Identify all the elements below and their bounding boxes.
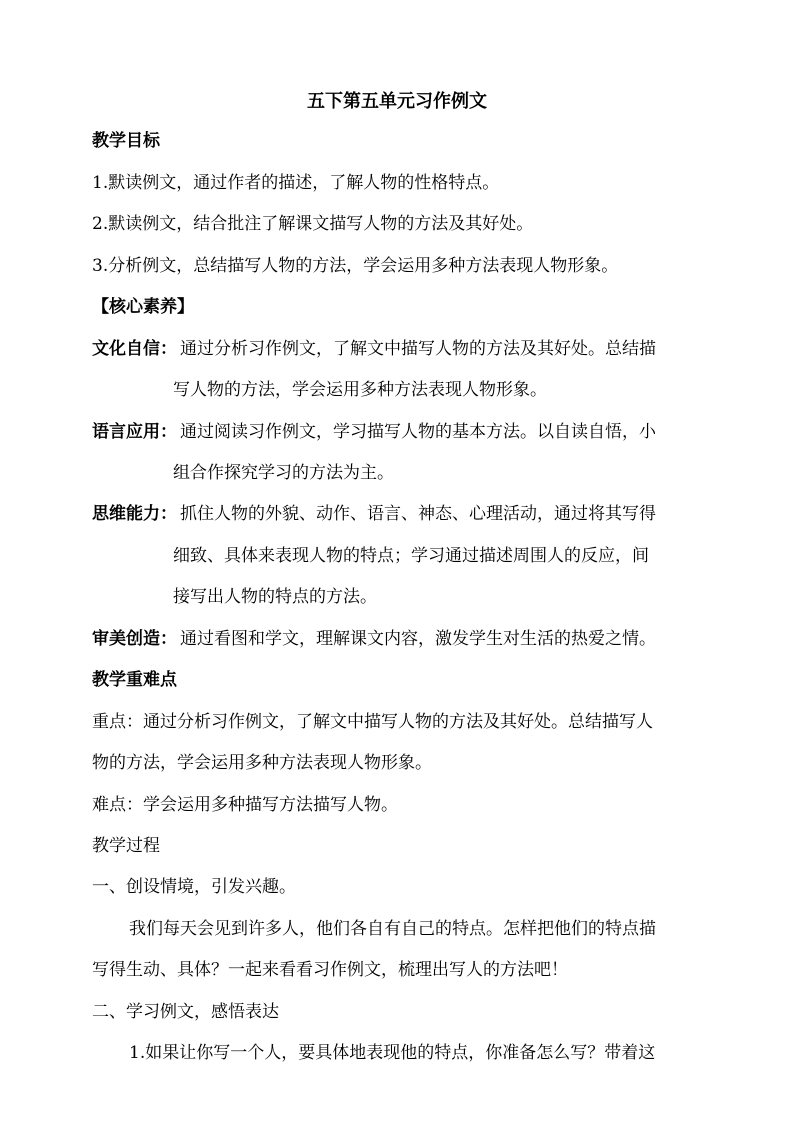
literacy-heading: 【核心素养】 — [92, 297, 194, 317]
paragraph-line: 1.如果让你写一个人，要具体地表现他的特点，你准备怎么写？带着这 — [129, 1043, 656, 1063]
process-heading: 教学过程 — [92, 836, 160, 856]
literacy-label-language: 语言应用： — [92, 422, 177, 442]
objective-item: 2.默读例文，结合批注了解课文描写人物的方法及其好处。 — [92, 214, 534, 234]
literacy-label-thinking: 思维能力： — [92, 504, 177, 524]
section-heading: 一、创设情境，引发兴趣。 — [92, 877, 296, 897]
literacy-text: 抓住人物的外貌、动作、语言、神态、心理活动，通过将其写得 — [180, 504, 656, 524]
document-title: 五下第五单元习作例文 — [307, 91, 487, 112]
paragraph-line: 我们每天会见到许多人，他们各自有自己的特点。怎样把他们的特点描 — [129, 919, 656, 939]
objectives-heading: 教学目标 — [92, 131, 160, 151]
key-points-heading: 教学重难点 — [92, 670, 177, 690]
literacy-label-aesthetic: 审美创造： — [92, 629, 177, 649]
objective-item: 3.分析例文，总结描写人物的方法，学会运用多种方法表现人物形象。 — [92, 256, 619, 276]
literacy-text: 细致、具体来表现人物的特点；学习通过描述周围人的反应，间 — [173, 546, 649, 566]
literacy-text: 通过看图和学文，理解课文内容，激发学生对生活的热爱之情。 — [180, 629, 656, 649]
literacy-text: 通过分析习作例文，了解文中描写人物的方法及其好处。总结描 — [180, 339, 656, 359]
literacy-text: 写人物的方法，学会运用多种方法表现人物形象。 — [173, 380, 547, 400]
objective-item: 1.默读例文，通过作者的描述，了解人物的性格特点。 — [92, 173, 500, 193]
section-heading: 二、学习例文，感悟表达 — [92, 1002, 279, 1022]
key-point-focus: 重点：通过分析习作例文，了解文中描写人物的方法及其好处。总结描写人 — [92, 712, 653, 732]
literacy-text: 通过阅读习作例文，学习描写人物的基本方法。以自读自悟，小 — [180, 422, 656, 442]
literacy-label-culture: 文化自信： — [92, 339, 177, 359]
key-point-focus: 物的方法，学会运用多种方法表现人物形象。 — [92, 753, 432, 773]
key-point-difficulty: 难点：学会运用多种描写方法描写人物。 — [92, 795, 398, 815]
literacy-text: 接写出人物的特点的方法。 — [173, 587, 377, 607]
paragraph-line: 写得生动、具体？一起来看看习作例文，梳理出写人的方法吧！ — [92, 960, 568, 980]
literacy-text: 组合作探究学习的方法为主。 — [173, 463, 394, 483]
